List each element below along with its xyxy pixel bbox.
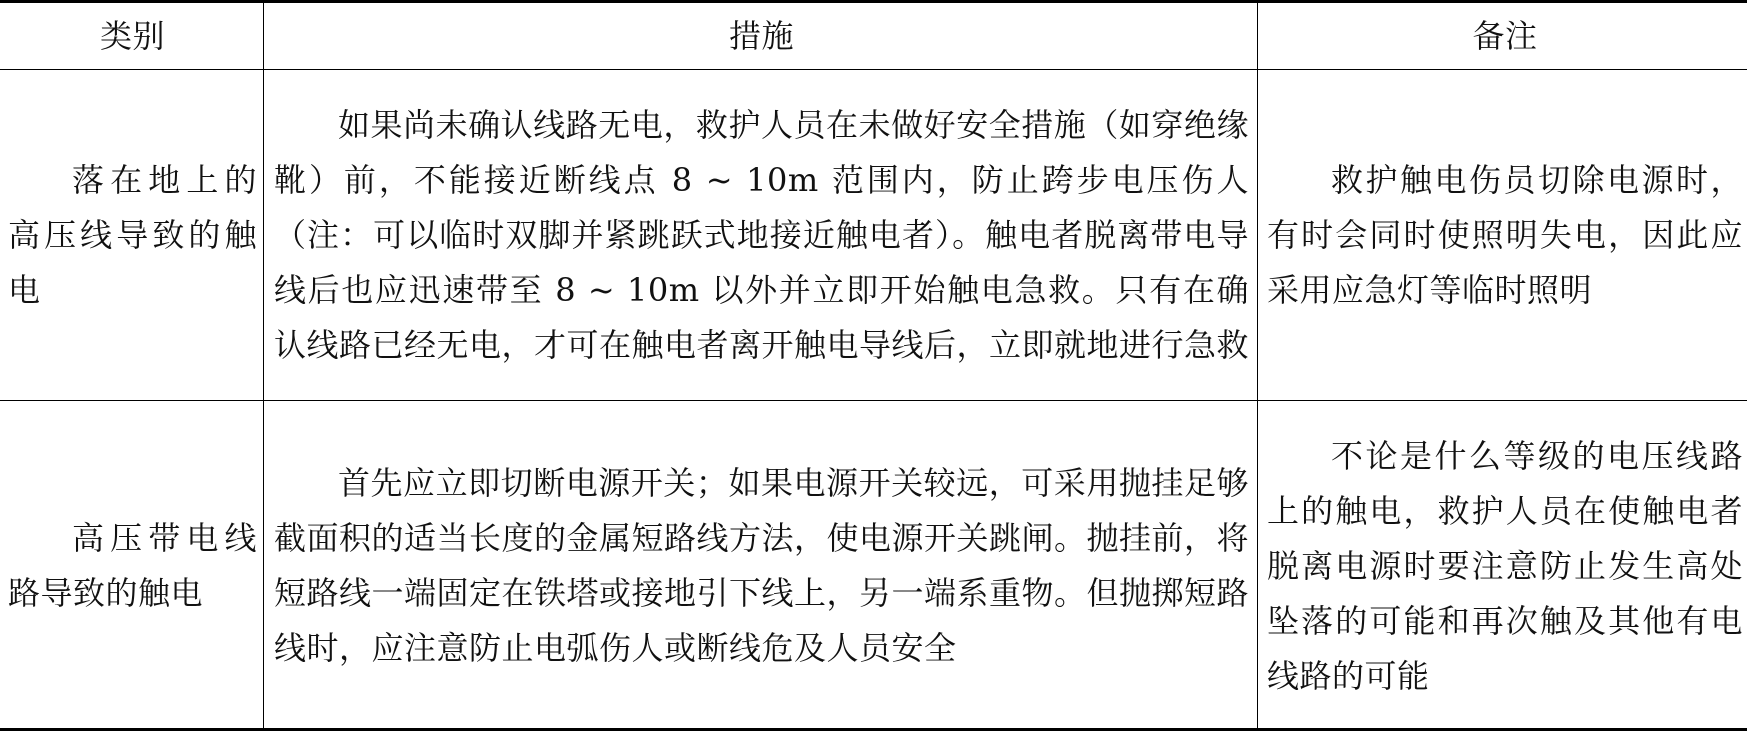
category-text: 高压带电线路导致的触电 <box>8 519 257 612</box>
header-category-label: 类别 <box>99 16 165 55</box>
header-remarks-label: 备注 <box>1472 16 1538 55</box>
category-cell <box>0 401 264 731</box>
category-cell <box>0 70 264 400</box>
category-text: 落在地上的高压线导致的触电 <box>8 160 257 309</box>
header-cell-measures <box>264 3 1258 69</box>
remarks-text: 不论是什么等级的电压线路上的触电，救护人员在使触电者脱离电源时要注意防止发生高处坠落的可能和再次触及其他有电线路的可能 <box>1267 436 1743 695</box>
measures-text: 如果尚未确认线路无电，救护人员在未做好安全措施（如穿绝缘靴）前，不能接近断线点 8 ~ 10m 范围内，防止跨步电压伤人（注：可以临时双脚并紧跳跃式地接近触电者）。触电者脱离带电导线后也应迅速带至 8 ~ 10m 以外并立即开始触电急救。只有在确认线路已经无电，才可在触电者离开触电导线后，立即就地进行急救 <box>274 105 1250 364</box>
table-row <box>0 70 1747 401</box>
table-row <box>0 401 1747 731</box>
header-measures-label: 措施 <box>728 16 794 55</box>
remarks-cell <box>1258 70 1747 400</box>
measures-text: 首先应立即切断电源开关；如果电源开关较远，可采用抛挂足够截面积的适当长度的金属短路线方法，使电源开关跳闸。抛挂前，将短路线一端固定在铁塔或接地引下线上，另一端系重物。但抛掷短路线时，应注意防止电弧伤人或断线危及人员安全 <box>274 464 1250 667</box>
remarks-cell <box>1258 401 1747 731</box>
header-cell-category <box>0 3 264 69</box>
table-header-row <box>0 3 1747 70</box>
measures-cell <box>264 401 1258 731</box>
header-cell-remarks <box>1258 3 1747 69</box>
measures-cell <box>264 70 1258 400</box>
remarks-text: 救护触电伤员切除电源时，有时会同时使照明失电，因此应采用应急灯等临时照明 <box>1267 160 1743 309</box>
